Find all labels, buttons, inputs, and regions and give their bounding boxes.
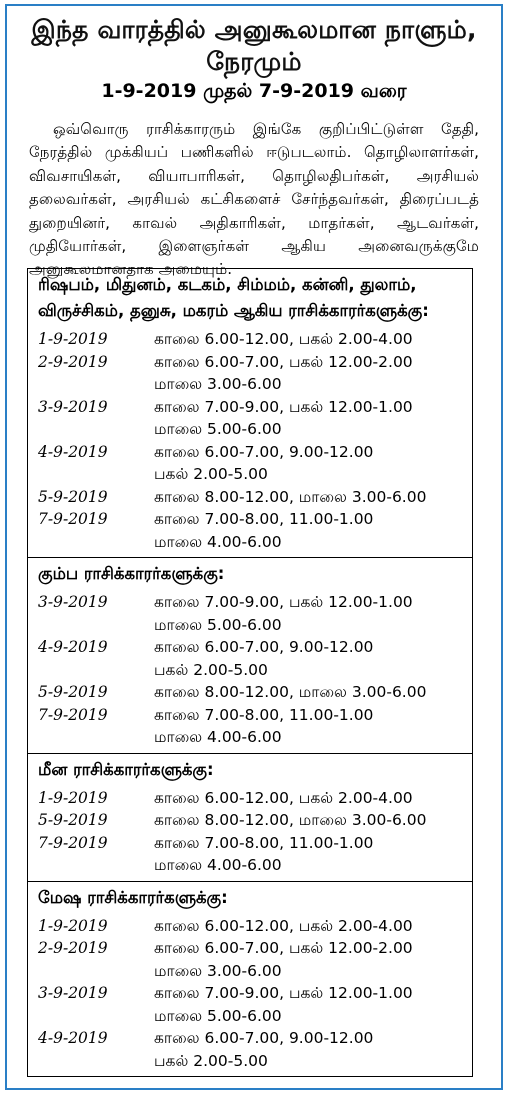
time-line: காலை 7.00-9.00, பகல் 12.00-1.00: [154, 593, 413, 611]
schedule-row: [38, 636, 462, 681]
time-line: காலை 6.00-7.00, பகல் 12.00-2.00: [154, 939, 413, 957]
row-date: 7-9-2019: [38, 833, 108, 852]
schedule-row: [38, 832, 462, 877]
time-line: காலை 6.00-12.00, பகல் 2.00-4.00: [154, 788, 413, 807]
schedule-section: [28, 558, 472, 754]
row-date: 7-9-2019: [38, 705, 108, 724]
schedule-section: [28, 269, 472, 558]
time-line: காலை 8.00-12.00, மாலை 3.00-6.00: [154, 487, 427, 506]
row-times: [154, 508, 462, 553]
row-times: [154, 396, 462, 441]
time-line: காலை 7.00-8.00, 11.00-1.00: [154, 510, 374, 528]
row-times: [154, 915, 462, 938]
time-line: காலை 6.00-7.00, 9.00-12.00: [154, 442, 374, 461]
row-times: [154, 681, 462, 704]
schedule-row: [38, 787, 462, 810]
schedule-row: [38, 809, 462, 832]
schedule-row: [38, 328, 462, 351]
row-date: 2-9-2019: [38, 939, 108, 957]
row-date: 5-9-2019: [38, 683, 108, 701]
time-line: காலை 6.00-7.00, 9.00-12.00: [154, 1029, 374, 1047]
time-line: மாலை 5.00-6.00: [154, 420, 282, 438]
row-date: 1-9-2019: [38, 330, 108, 348]
title-line-2: நேரமும்: [206, 47, 302, 76]
schedule-table: [27, 268, 473, 1077]
row-times: [154, 704, 462, 749]
section-heading: மேஷ ராசிக்காரர்களுக்கு:: [38, 887, 228, 907]
date-range-subtitle: 1-9-2019 முதல் 7-9-2019 வரை: [101, 80, 407, 102]
schedule-section: [28, 754, 472, 882]
section-heading: மீன ராசிக்காரர்களுக்கு:: [38, 759, 214, 779]
time-line: மாலை 3.00-6.00: [154, 375, 282, 393]
row-times: [154, 591, 462, 636]
time-line: காலை 6.00-7.00, பகல் 12.00-2.00: [154, 352, 413, 371]
time-line: காலை 8.00-12.00, மாலை 3.00-6.00: [154, 811, 427, 829]
intro-paragraph: ஒவ்வொரு ராசிக்காரரும் இங்கே குறிப்பிட்டுள்ள தேதி, நேரத்தில் முக்கியப் பணிகளில் ஈடுபடலாம். தொழிலாளர்கள், விவசாயிகள், வியாபாரிகள், தொழிலதிபர்கள், அரசியல் தலைவர்கள், அரசியல் கட்சிகளைச் சேர்ந்தவர்கள், திரைப்படத் துறையினர், காவல் அதிகாரிகள், மாதர்கள், ஆடவர்கள், முதியோர்கள், இளைஞர்கள் ஆகிய அனைவருக்குமே அனுகூலமானதாக அமையும்.: [29, 120, 479, 279]
row-date: 7-9-2019: [38, 510, 108, 528]
section-heading: ரிஷபம், மிதுனம், கடகம், சிம்மம், கன்னி, துலாம், விருச்சிகம், தனுசு, மகரம் ஆகிய ராசிக்காரர்களுக்கு:: [38, 275, 429, 320]
schedule-row: [38, 508, 462, 553]
time-line: மாலை 4.00-6.00: [154, 728, 282, 746]
schedule-row: [38, 396, 462, 441]
row-times: [154, 787, 462, 810]
row-date: 5-9-2019: [38, 487, 108, 506]
schedule-row: [38, 591, 462, 636]
row-date: 1-9-2019: [38, 788, 108, 807]
time-line: காலை 6.00-12.00, பகல் 2.00-4.00: [154, 330, 413, 348]
time-line: மாலை 5.00-6.00: [154, 1006, 282, 1025]
row-date: 3-9-2019: [38, 593, 108, 611]
time-line: காலை 7.00-9.00, பகல் 12.00-1.00: [154, 984, 413, 1002]
row-date: 3-9-2019: [38, 984, 108, 1002]
row-date: 1-9-2019: [38, 916, 108, 935]
row-date: 4-9-2019: [38, 442, 108, 461]
time-line: காலை 8.00-12.00, மாலை 3.00-6.00: [154, 683, 427, 701]
time-line: மாலை 5.00-6.00: [154, 615, 282, 634]
row-times: [154, 636, 462, 681]
schedule-row: [38, 1027, 462, 1072]
row-times: [154, 328, 462, 351]
row-date: 2-9-2019: [38, 352, 108, 371]
row-date: 3-9-2019: [38, 397, 108, 416]
row-times: [154, 441, 462, 486]
row-times: [154, 351, 462, 396]
row-times: [154, 1027, 462, 1072]
row-date: 5-9-2019: [38, 811, 108, 829]
time-line: பகல் 2.00-5.00: [154, 660, 268, 679]
time-line: காலை 6.00-12.00, பகல் 2.00-4.00: [154, 916, 413, 935]
row-times: [154, 982, 462, 1027]
row-times: [154, 486, 462, 509]
schedule-row: [38, 351, 462, 396]
time-line: மாலை 4.00-6.00: [154, 532, 282, 551]
row-date: 4-9-2019: [38, 1029, 108, 1047]
time-line: காலை 7.00-9.00, பகல் 12.00-1.00: [154, 397, 413, 416]
time-line: பகல் 2.00-5.00: [154, 1051, 268, 1070]
section-heading: கும்ப ராசிக்காரர்களுக்கு:: [38, 564, 225, 583]
schedule-row: [38, 915, 462, 938]
schedule-row: [38, 937, 462, 982]
row-times: [154, 832, 462, 877]
schedule-row: [38, 681, 462, 704]
title-line-1: இந்த வாரத்தில் அனுகூலமான நாளும்,: [31, 15, 477, 44]
time-line: மாலை 4.00-6.00: [154, 856, 282, 874]
schedule-row: [38, 441, 462, 486]
row-times: [154, 937, 462, 982]
time-line: காலை 7.00-8.00, 11.00-1.00: [154, 833, 374, 852]
time-line: பகல் 2.00-5.00: [154, 465, 268, 483]
schedule-row: [38, 982, 462, 1027]
time-line: மாலை 3.00-6.00: [154, 961, 282, 980]
time-line: காலை 7.00-8.00, 11.00-1.00: [154, 705, 374, 724]
schedule-section: [28, 882, 472, 1077]
row-date: 4-9-2019: [38, 638, 108, 656]
time-line: காலை 6.00-7.00, 9.00-12.00: [154, 638, 374, 656]
schedule-row: [38, 486, 462, 509]
schedule-row: [38, 704, 462, 749]
row-times: [154, 809, 462, 832]
